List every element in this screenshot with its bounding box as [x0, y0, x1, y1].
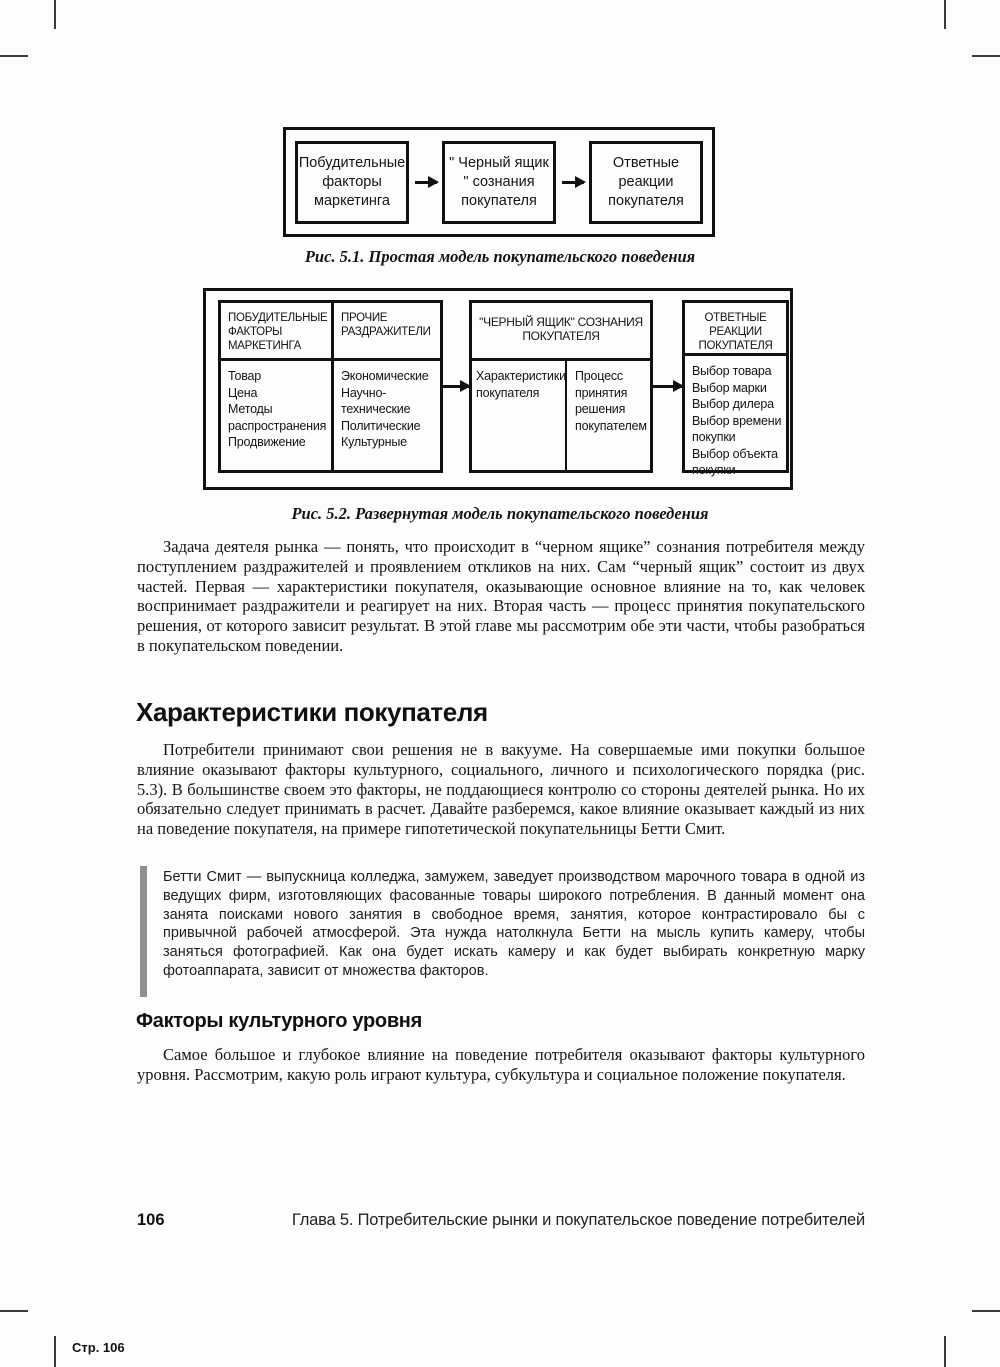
fig2-other-stimuli-list	[334, 361, 440, 470]
list-item: Выбор товара	[692, 364, 772, 378]
figure-5-1-caption: Рис. 5.1. Простая модель покупательского поведения	[304, 247, 696, 266]
fig2-responses-table	[682, 300, 789, 477]
list-item: Культурные	[341, 435, 407, 449]
fig2-col-marketing-factors	[221, 303, 331, 470]
betty-smith-example-block: Бетти Смит — выпускница колледжа, замужем, заведует производством марочного товара в одной из ведущих фирм, изготовляющих фасованные товары широкого потребления. В данный момент она занята поисками нового занятия в свободное время, занятия, которое контрастировало бы с привычной рабочей атмосферой. Эта нужда натолкнула Бетти на мысль купить камеру, чтобы заняться фотографией. Как она будет искать камеру и как будет выбирать конкретную марку фотоаппарата, зависит от множества факторов.	[163, 869, 865, 979]
flow-arrow-icon	[415, 181, 437, 184]
crop-mark-bottom-right-vertical	[944, 1336, 946, 1367]
flow-arrow-icon	[440, 385, 469, 388]
paragraph-cultural-factors: Самое большое и глубокое влияние на поведение потребителя оказывают факторы культурного уровня. Рассмотрим, какую роль играют культура, субкультура и социальное положение покупателя.	[137, 1045, 865, 1084]
fig2-decision-process-cell: Процесс принятия решения покупателем	[565, 361, 651, 470]
list-item: Методы распространения	[228, 402, 327, 433]
fig2-stimuli-table	[218, 300, 443, 473]
list-item: Научно-технические	[341, 385, 411, 416]
crop-mark-top-left-vertical	[54, 0, 56, 29]
list-item: Выбор марки	[692, 380, 767, 395]
paragraph-black-box-task: Задача деятеля рынка — понять, что происходит в “черном ящике” сознания потребителя между поступлением раздражителей и проявлением откликов на них. Сам “черный ящик” состоит из двух частей. Первая — характеристики покупателя, оказывающие основное влияние на то, как человек воспринимает раздражители и реагирует на них. Вторая часть — процесс принятия покупательского решения, от которого зависит результат. В этой главе мы рассмотрим обе эти части, чтобы разобраться в покупательском поведении.	[137, 537, 865, 655]
fig1-box-marketing-stimuli: Побудительные факторы маркетинга	[295, 141, 409, 224]
list-item: Политические	[341, 418, 421, 433]
fig2-marketing-factors-list	[221, 361, 331, 470]
crop-mark-top-right-vertical	[944, 0, 946, 29]
list-item: Выбор времени покупки	[692, 413, 782, 444]
list-item: Выбор объекта покупки	[692, 446, 778, 477]
subsection-heading-cultural-factors: Факторы культурного уровня	[136, 1010, 422, 1032]
crop-mark-top-right-horizontal	[972, 55, 1000, 57]
fig2-black-box-table	[469, 300, 653, 473]
fig2-responses-list	[685, 356, 786, 479]
page-number: 106	[137, 1211, 165, 1229]
fig2-responses-header: ОТВЕТНЫЕ РЕАКЦИИ ПОКУПАТЕЛЯ	[685, 303, 786, 356]
flow-arrow-icon	[562, 181, 584, 184]
status-page-label: Стр. 106	[72, 1340, 125, 1355]
fig2-marketing-factors-header: ПОБУДИТЕЛЬНЫЕ ФАКТОРЫ МАРКЕТИНГА	[221, 303, 331, 361]
fig2-col-other-stimuli	[331, 303, 440, 470]
fig2-other-stimuli-header: ПРОЧИЕ РАЗДРАЖИТЕЛИ	[334, 303, 440, 361]
crop-mark-top-left-horizontal	[0, 55, 28, 57]
fig2-black-box-header: "ЧЕРНЫЙ ЯЩИК" СОЗНАНИЯ ПОКУПАТЕЛЯ	[472, 303, 650, 361]
list-item: Товар	[228, 369, 262, 383]
list-item: Цена	[228, 385, 258, 400]
list-item: Продвижение	[228, 435, 306, 449]
paragraph-consumer-decisions: Потребители принимают свои решения не в вакууме. На совершаемые ими покупки большое влияние оказывают факторы культурного, социального, личного и психологического порядка (рис. 5.3). В большинстве своем это факторы, не поддающиеся контролю со стороны деятелей рынка. Но их обязательно следует принимать в расчет. Давайте разберемся, какое влияние оказывает каждый из них на поведение покупателя, на примере гипотетической покупательницы Бетти Смит.	[137, 740, 865, 839]
crop-mark-bottom-right-horizontal	[972, 1310, 1000, 1312]
fig1-box-responses: Ответные реакции покупателя	[589, 141, 703, 224]
fig1-box-black-box: " Черный ящик " сознания покупателя	[442, 141, 556, 224]
list-item: Выбор дилера	[692, 397, 774, 411]
crop-mark-bottom-left-horizontal	[0, 1310, 28, 1312]
figure-5-2-caption: Рис. 5.2. Развернутая модель покупательского поведения	[291, 504, 709, 523]
crop-mark-bottom-left-vertical	[54, 1336, 56, 1367]
section-heading-buyer-characteristics: Характеристики покупателя	[136, 697, 488, 727]
quote-bar	[140, 866, 147, 997]
page-footer	[137, 1211, 865, 1230]
fig2-buyer-characteristics-cell: Характеристики покупателя	[476, 369, 566, 400]
flow-arrow-icon	[650, 385, 682, 388]
list-item: Экономические	[341, 369, 429, 383]
figure-5-1-simple-model	[283, 127, 715, 237]
chapter-title: Глава 5. Потребительские рынки и покупательское поведение потребителей	[291, 1211, 865, 1229]
figure-5-2-expanded-model	[203, 288, 793, 490]
